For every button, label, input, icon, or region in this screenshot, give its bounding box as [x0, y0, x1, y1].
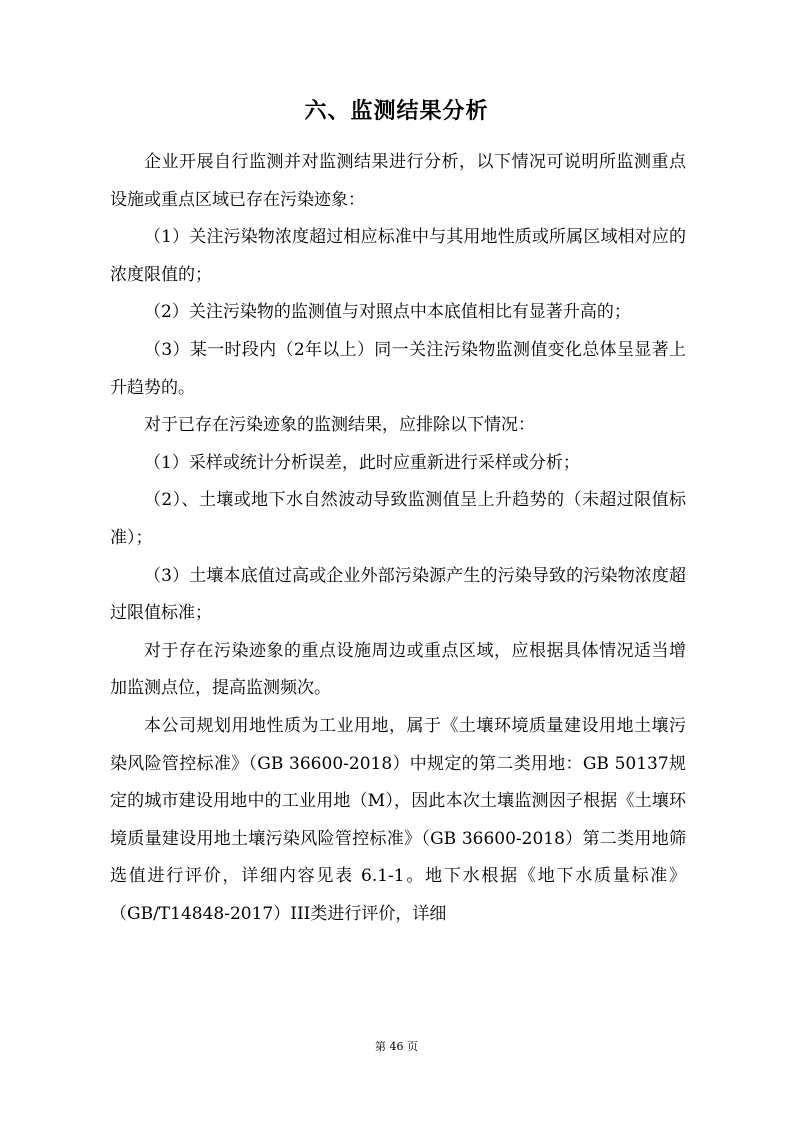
paragraph-intro: 企业开展自行监测并对监测结果进行分析，以下情况可说明所监测重点设施或重点区域已存在污染迹象：: [110, 152, 686, 210]
paragraph-condition-2: （2）关注污染物的监测值与对照点中本底值相比有显著升高的；: [144, 302, 631, 323]
paragraph-exclusion-3: （3）土壤本底值过高或企业外部污染源产生的污染导致的污染物浓度超过限值标准；: [110, 565, 686, 624]
body-text: [110, 144, 686, 933]
paragraph-exclusions-intro: 对于已存在污染迹象的监测结果，应排除以下情况：: [144, 415, 535, 436]
page-number: 第 46 页: [375, 1040, 418, 1053]
paragraph-condition-3: （3）某一时段内（2年以上）同一关注污染物监测值变化总体呈显著上升趋势的。: [110, 339, 686, 398]
paragraph-condition-1: （1）关注污染物浓度超过相应标准中与其用地性质或所属区域相对应的浓度限值的；: [110, 227, 686, 285]
paragraph-exclusion-2: （2）、土壤或地下水自然波动导致监测值呈上升趋势的（未超过限值标准）；: [110, 490, 686, 548]
paragraph-exclusion-1: （1）采样或统计分析误差，此时应重新进行采样或分析；: [144, 452, 580, 473]
paragraph-monitoring-increase: 对于存在污染迹象的重点设施周边或重点区域，应根据具体情况适当增加监测点位，提高监测频次。: [110, 640, 686, 699]
paragraph-land-use: 本公司规划用地性质为工业用地，属于《土壤环境质量建设用地土壤污染风险管控标准》（GB 36600-2018）中规定的第二类用地：GB 50137规定的城市建设用地中的工业用地（M），因此本次土壤监测因子根据《土壤环境质量建设用地土壤污染风险管控标准》（GB 36600-2018）第二类用地筛选值进行评价，详细内容见表 6.1-1。地下水根据《地下水质量标准》（GB/T14848-2017）III类进行评价，详细: [110, 715, 686, 924]
section-title: 六、监测结果分析: [304, 99, 489, 124]
